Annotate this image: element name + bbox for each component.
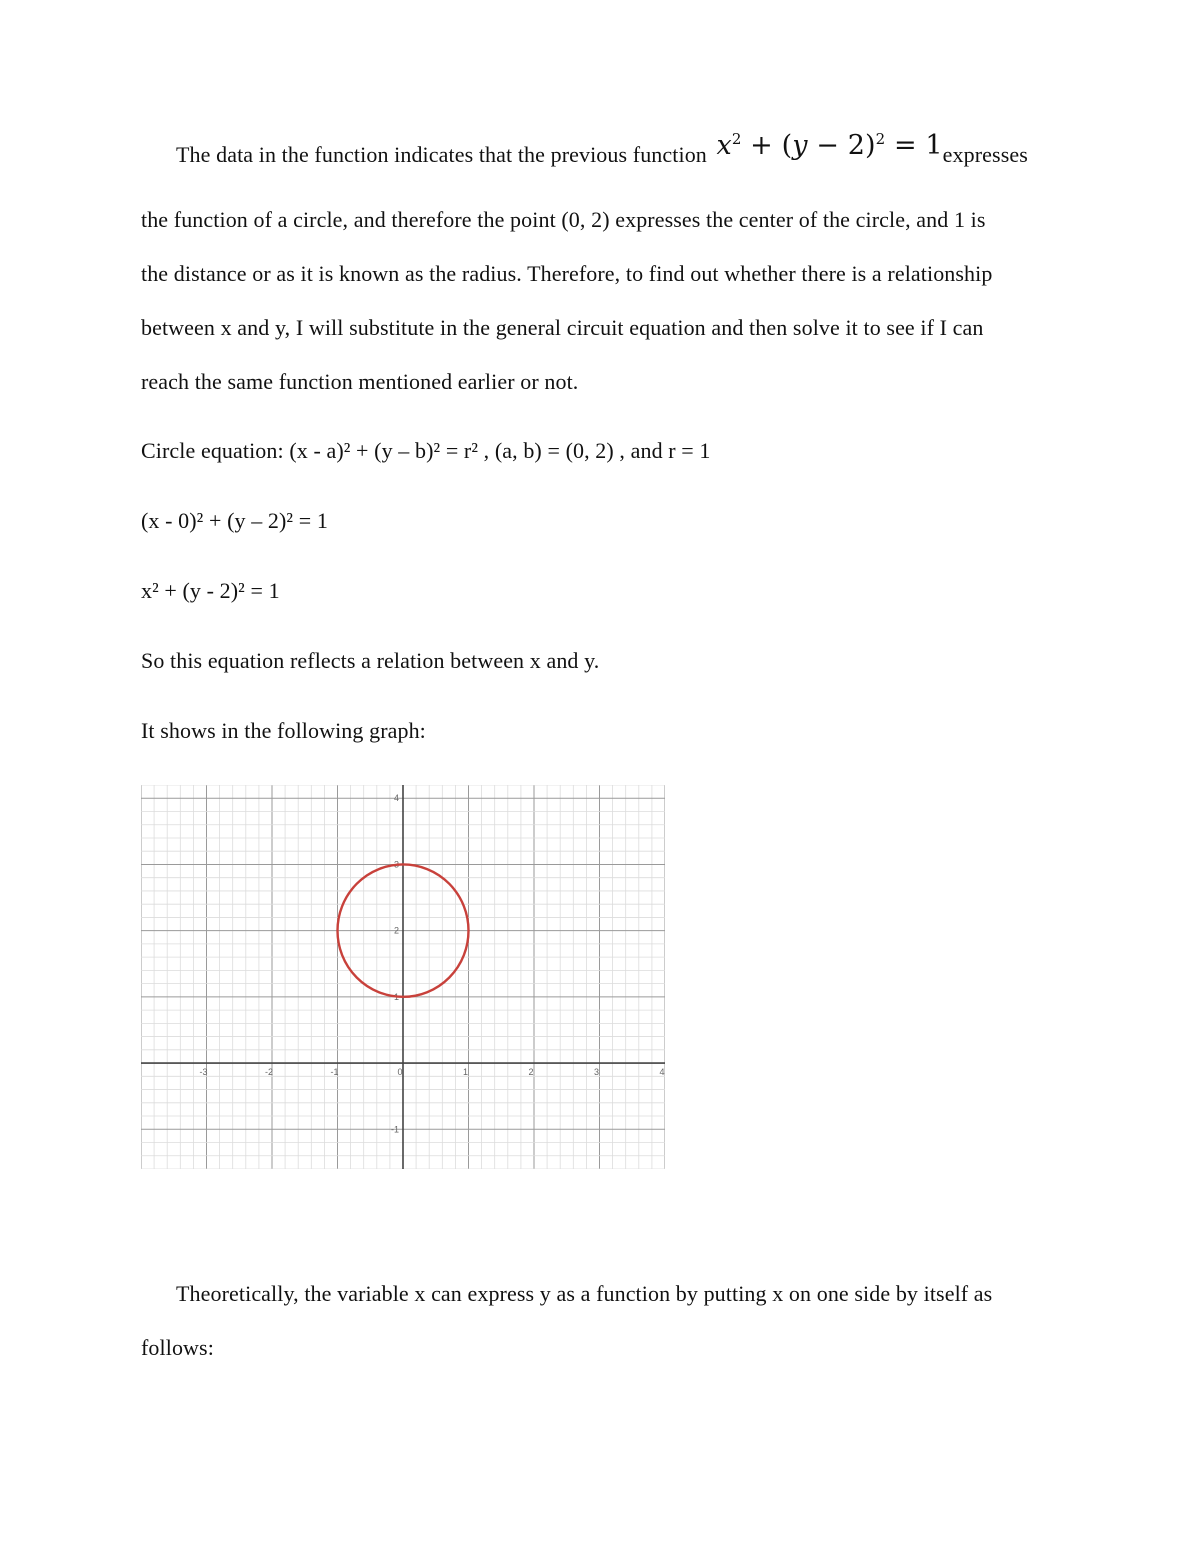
substitution-step: (x - 0)² + (y – 2)² = 1	[141, 508, 328, 533]
paragraph-1-line-2: the function of a circle, and therefore the point (0, 2) expresses the center of the circle, and 1 is	[141, 207, 986, 232]
paragraph-1-line-5: reach the same function mentioned earlier or not.	[141, 369, 579, 394]
paragraph-1-line-4: between x and y, I will substitute in the general circuit equation and then solve it to see if I can	[141, 315, 984, 340]
x-tick-label: 0	[397, 1067, 403, 1078]
paragraph-1-line-3: the distance or as it is known as the radius. Therefore, to find out whether there is a relationship	[141, 261, 993, 286]
simplified-equation: x² + (y - 2)² = 1	[141, 578, 280, 603]
inline-equation: $x^2 + (y - 2)^2 = 1$	[716, 130, 943, 161]
circle-equation: Circle equation: (x - a)² + (y – b)² = r² , (a, b) = (0, 2) , and r = 1	[141, 438, 711, 463]
x-tick-label: -2	[264, 1067, 274, 1078]
y-tick-label: 2	[393, 925, 399, 936]
graph-intro-text: It shows in the following graph:	[141, 718, 426, 743]
x-tick-label: 4	[659, 1067, 665, 1078]
y-tick-label: 1	[393, 991, 399, 1002]
paragraph-1-text-after: expresses	[942, 142, 1028, 167]
x-tick-label: 3	[593, 1067, 600, 1078]
y-tick-label: 4	[393, 793, 399, 804]
x-tick-label: 2	[528, 1067, 534, 1078]
paragraph-2-line-2: follows:	[141, 1335, 214, 1360]
paragraph-1-line-1	[176, 130, 1028, 169]
conclusion-text: So this equation reflects a relation between x and y.	[141, 648, 600, 673]
paragraph-1-text-before: The data in the function indicates that the previous function	[176, 142, 707, 167]
y-tick-label: 3	[393, 859, 399, 870]
y-tick-label: -1	[390, 1124, 399, 1135]
x-tick-label: 1	[462, 1067, 469, 1078]
circle-graph	[141, 785, 665, 1169]
x-tick-label: -3	[199, 1067, 208, 1078]
x-tick-label: -1	[330, 1067, 339, 1078]
paragraph-2-line-1: Theoretically, the variable x can express y as a function by putting x on one side by itself as	[176, 1281, 993, 1306]
